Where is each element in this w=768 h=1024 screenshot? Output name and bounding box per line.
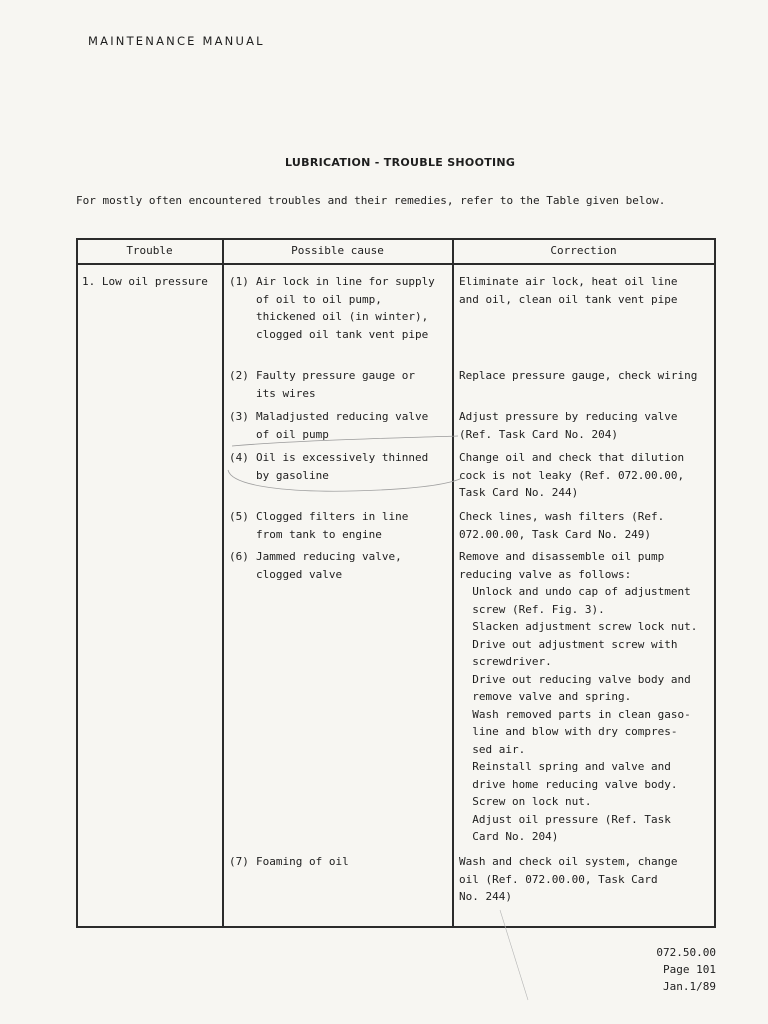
correction-line: cock is not leaky (Ref. 072.00.00,	[459, 468, 685, 482]
column-header-correction: Correction	[550, 244, 617, 257]
correction-line: remove valve and spring.	[459, 690, 632, 703]
correction-line: Task Card No. 244)	[459, 486, 579, 499]
table-header-divider	[76, 263, 716, 265]
doc-ref: 072.50.00	[656, 946, 716, 959]
table-column-divider-1	[222, 238, 224, 928]
correction-line: Adjust oil pressure (Ref. Task	[459, 812, 671, 826]
cause-number: (6)	[229, 550, 249, 563]
cause-line: by gasoline	[256, 468, 329, 482]
correction-line: Remove and disassemble oil pump	[459, 550, 665, 563]
cause-line: Clogged filters in line	[256, 510, 409, 523]
cause-number: (3)	[229, 410, 249, 423]
table-border-left	[76, 238, 78, 928]
cause-line: clogged valve	[256, 567, 343, 581]
correction-line: Drive out adjustment screw with	[459, 637, 678, 651]
cause-line: its wires	[256, 386, 316, 400]
cause-line: Maladjusted reducing valve	[256, 410, 429, 423]
table-column-divider-2	[452, 238, 454, 928]
revision-date: Jan.1/89	[663, 980, 716, 993]
correction-line: Reinstall spring and valve and	[459, 760, 671, 773]
correction-line: (Ref. Task Card No. 204)	[459, 427, 618, 441]
cause-line: of oil to oil pump,	[256, 292, 382, 306]
correction-line: Eliminate air lock, heat oil line	[459, 275, 678, 288]
correction-line: 072.00.00, Task Card No. 249)	[459, 527, 652, 541]
cause-line: of oil pump	[256, 427, 329, 441]
cause-line: Oil is excessively thinned	[256, 451, 429, 464]
column-header-trouble: Trouble	[126, 244, 173, 257]
correction-line: sed air.	[459, 742, 526, 756]
cause-number: (2)	[229, 369, 249, 382]
correction-line: Replace pressure gauge, check wiring	[459, 369, 698, 382]
table-border-top	[76, 238, 716, 240]
correction-line: Unlock and undo cap of adjustment	[459, 585, 691, 598]
correction-line: screw (Ref. Fig. 3).	[459, 602, 605, 616]
correction-line: Check lines, wash filters (Ref.	[459, 510, 665, 523]
cause-line: Jammed reducing valve,	[256, 550, 402, 563]
column-header-cause: Possible cause	[291, 244, 384, 257]
correction-line: Change oil and check that dilution	[459, 451, 685, 464]
correction-line: line and blow with dry compres-	[459, 725, 678, 738]
correction-line: screwdriver.	[459, 655, 552, 668]
cause-number: (1)	[229, 275, 249, 288]
cause-line: from tank to engine	[256, 527, 382, 541]
correction-line: reducing valve as follows:	[459, 567, 632, 581]
intro-text: For mostly often encountered troubles and their remedies, refer to the Table given below.	[76, 194, 666, 207]
correction-line: No. 244)	[459, 890, 512, 903]
cause-line: clogged oil tank vent pipe	[256, 327, 429, 341]
correction-line: and oil, clean oil tank vent pipe	[459, 292, 678, 306]
correction-line: Adjust pressure by reducing valve	[459, 410, 678, 423]
cause-number: (7)	[229, 855, 249, 868]
correction-line: Wash removed parts in clean gaso-	[459, 707, 691, 721]
table-border-right	[714, 238, 716, 928]
correction-line: oil (Ref. 072.00.00, Task Card	[459, 872, 658, 886]
cause-number: (5)	[229, 510, 249, 523]
correction-line: Wash and check oil system, change	[459, 855, 678, 868]
correction-line: Screw on lock nut.	[459, 795, 592, 808]
correction-line: Slacken adjustment screw lock nut.	[459, 620, 698, 633]
trouble-cell: 1. Low oil pressure	[82, 275, 208, 288]
table-border-bottom	[76, 926, 716, 928]
correction-line: drive home reducing valve body.	[459, 777, 678, 791]
cause-number: (4)	[229, 451, 249, 464]
cause-line: thickened oil (in winter),	[256, 310, 429, 323]
cause-line: Foaming of oil	[256, 855, 349, 868]
manual-header: MAINTENANCE MANUAL	[88, 34, 265, 48]
correction-line: Drive out reducing valve body and	[459, 672, 691, 686]
page-title: LUBRICATION - TROUBLE SHOOTING	[285, 156, 516, 169]
page-number: Page 101	[663, 963, 716, 976]
cause-line: Air lock in line for supply	[256, 275, 435, 288]
correction-line: Card No. 204)	[459, 830, 559, 843]
cause-line: Faulty pressure gauge or	[256, 369, 415, 382]
